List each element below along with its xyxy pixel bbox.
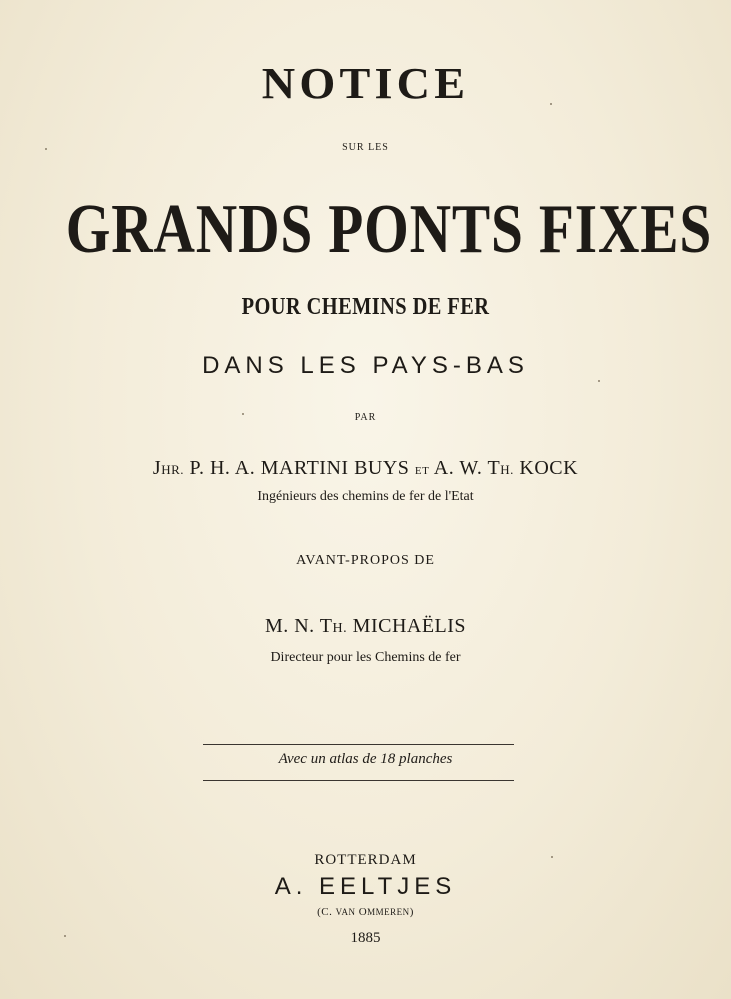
printer-small: VAN <box>335 907 356 917</box>
imprint-city: ROTTERDAM <box>314 852 417 868</box>
imprint-printer <box>0 906 731 918</box>
author2-name-small: H. <box>500 462 514 477</box>
authors-et: ET <box>414 465 430 477</box>
atlas-note: Avec un atlas de 18 planches <box>278 751 453 767</box>
imprint-year: 1885 <box>350 930 381 946</box>
paper-speck <box>242 413 244 415</box>
author1-name: P. H. A. MARTINI BUYS <box>184 457 415 479</box>
par-text: PAR <box>354 412 377 423</box>
printer-small2: MMEREN <box>367 907 410 917</box>
imprint-publisher: A. EELTJES <box>274 873 457 900</box>
printer-a: (C. <box>317 906 336 918</box>
foreword-name-b: MICHAËLIS <box>347 615 467 637</box>
printer-b: O <box>355 906 368 918</box>
printer-c: ) <box>409 906 414 918</box>
sur-les-text: SUR LES <box>342 142 389 153</box>
author1-prefix-small: HR. <box>161 462 185 477</box>
author1-prefix: J <box>152 457 162 479</box>
subtitle-line-1: POUR CHEMINS DE FER <box>241 294 490 320</box>
subject-title: GRANDS PONTS FIXES <box>65 191 713 268</box>
author2-name-b: KOCK <box>513 457 579 479</box>
foreword-name-small: H. <box>332 621 348 636</box>
author2-name-a: A. W. T <box>429 457 501 479</box>
paper-speck <box>64 935 66 937</box>
divider-top <box>203 744 514 745</box>
subtitle-line-2: DANS LES PAYS-BAS <box>202 352 529 379</box>
authors-role: Ingénieurs des chemins de fer de l'Etat <box>257 489 474 504</box>
authors-line <box>0 457 731 480</box>
page-title: NOTICE <box>261 59 470 108</box>
paper-speck <box>598 380 600 382</box>
foreword-name-a: M. N. T <box>264 615 333 637</box>
paper-speck <box>550 103 552 105</box>
paper-speck <box>45 148 47 150</box>
paper-speck <box>551 856 553 858</box>
foreword-label: AVANT-PROPOS DE <box>296 553 435 568</box>
foreword-role: Directeur pour les Chemins de fer <box>270 650 461 665</box>
divider-bottom <box>203 780 514 781</box>
foreword-author <box>0 615 731 638</box>
